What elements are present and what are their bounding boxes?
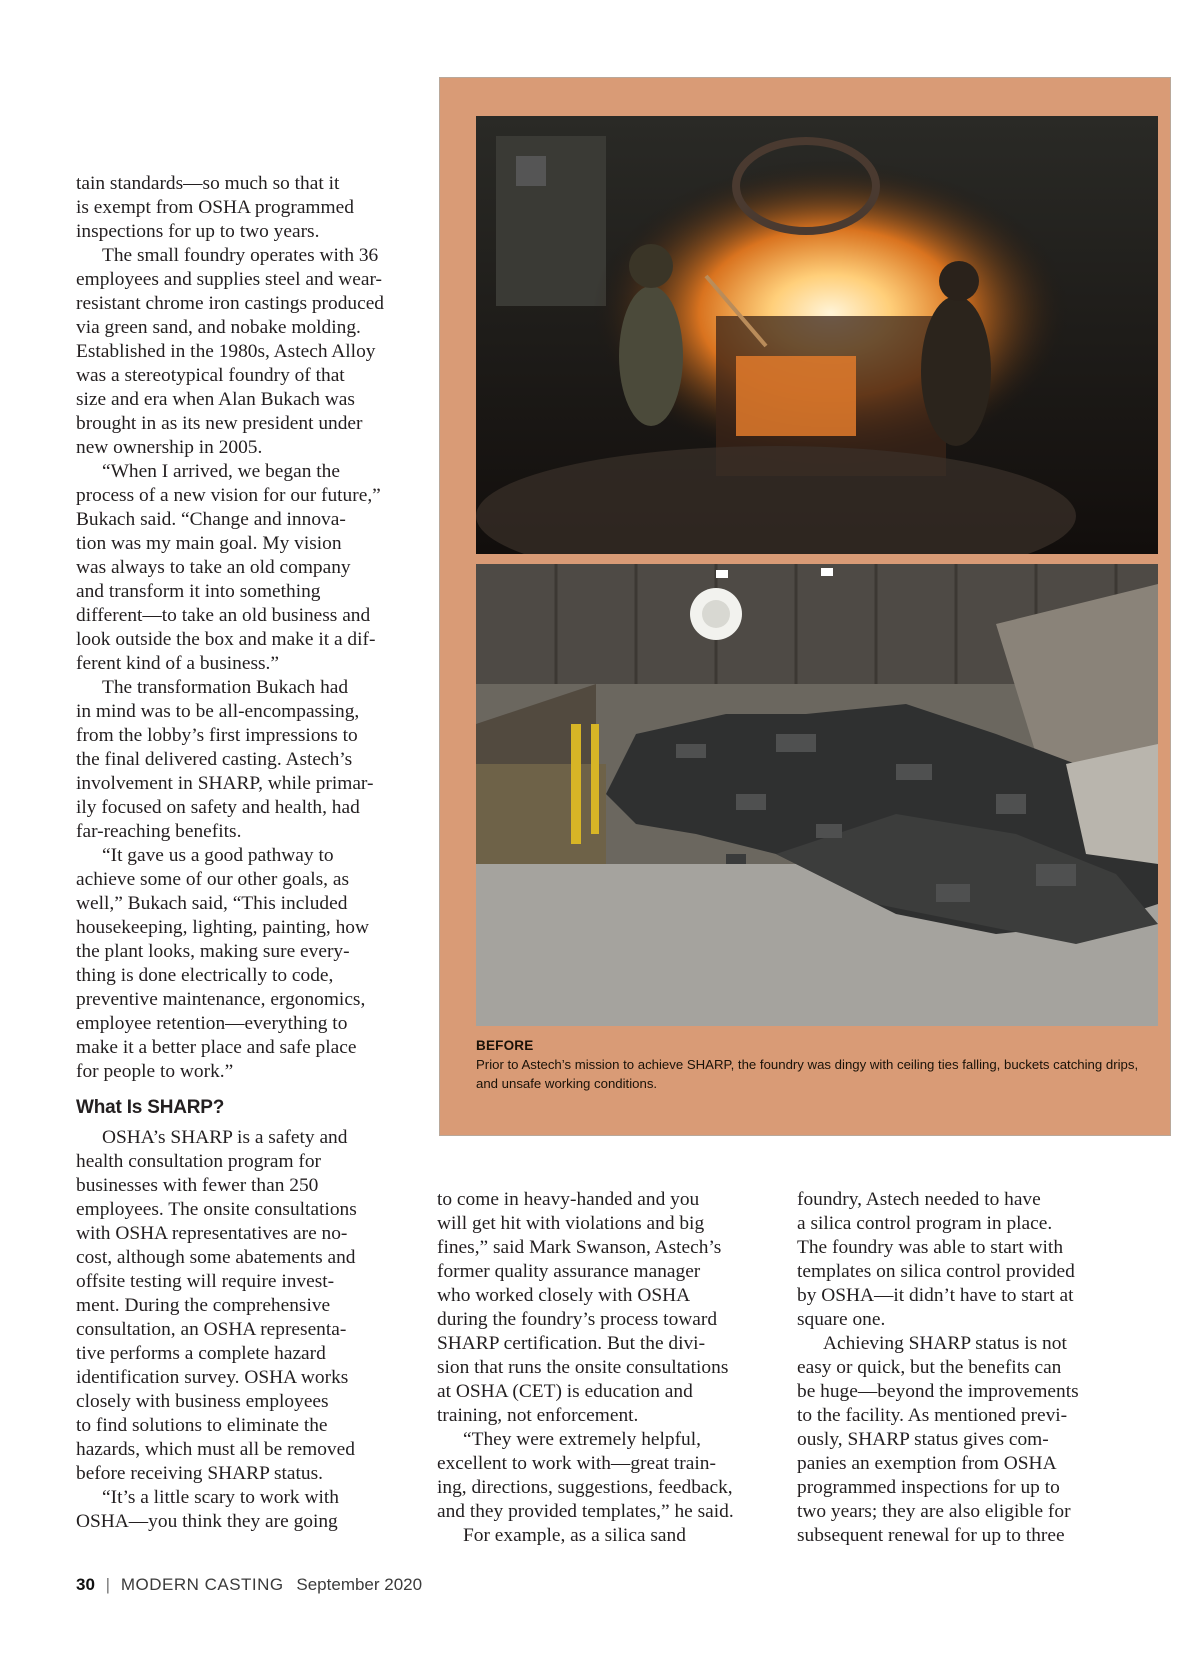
text-line: programmed inspections for up to: [797, 1477, 1060, 1498]
text-line: excellent to work with—great train-: [437, 1453, 716, 1474]
text-line: “They were extremely helpful,: [463, 1429, 701, 1450]
text-line: SHARP certification. But the divi-: [437, 1333, 706, 1354]
photo-pouring-molten-metal: [476, 116, 1158, 554]
text-line: The small foundry operates with 36: [102, 245, 379, 266]
text-line: offsite testing will require invest-: [76, 1271, 335, 1292]
text-line: ferent kind of a business.”: [76, 653, 280, 674]
text-line: well,” Bukach said, “This included: [76, 893, 348, 914]
text-line: hazards, which must all be removed: [76, 1439, 355, 1460]
text-line: Established in the 1980s, Astech Alloy: [76, 341, 376, 362]
text-line: make it a better place and safe place: [76, 1037, 357, 1058]
issue-date: September 2020: [296, 1575, 423, 1594]
text-line: thing is done electrically to code,: [76, 965, 334, 986]
text-line: preventive maintenance, ergonomics,: [76, 989, 366, 1010]
text-line: with OSHA representatives are no-: [76, 1223, 348, 1244]
text-line: “When I arrived, we began the: [102, 461, 340, 482]
text-line: who worked closely with OSHA: [437, 1285, 691, 1306]
text-line: training, not enforcement.: [437, 1405, 639, 1426]
text-line: and transform it into something: [76, 581, 321, 602]
text-line: achieve some of our other goals, as: [76, 869, 349, 890]
text-line: involvement in SHARP, while primar-: [76, 773, 374, 794]
text-line: for people to work.”: [76, 1061, 234, 1082]
text-line: health consultation program for: [76, 1151, 322, 1172]
text-line: will get hit with violations and big: [437, 1213, 705, 1234]
footer-separator: |: [105, 1575, 111, 1594]
text-line: the final delivered casting. Astech’s: [76, 749, 353, 770]
text-line: OSHA—you think they are going: [76, 1511, 338, 1532]
paragraph: [76, 172, 406, 244]
text-line: ment. During the comprehensive: [76, 1295, 331, 1316]
text-line: be huge—beyond the improvements: [797, 1381, 1079, 1402]
page-number: 30: [76, 1575, 95, 1594]
text-line: templates on silica control provided: [797, 1261, 1075, 1282]
text-line: Bukach said. “Change and innova-: [76, 509, 346, 530]
text-line: ing, directions, suggestions, feedback,: [437, 1477, 733, 1498]
text-line: foundry, Astech needed to have: [797, 1189, 1041, 1210]
paragraph: [76, 460, 406, 676]
caption-title: BEFORE: [476, 1038, 534, 1053]
photo-caption: [476, 1036, 1158, 1093]
text-line: employees. The onsite consultations: [76, 1199, 357, 1220]
caption-text: Prior to Astech’s mission to achieve SHARP, the foundry was dingy with ceiling ties falling, buckets catching drips, and unsafe working conditions.: [476, 1057, 1139, 1091]
text-line: a silica control program in place.: [797, 1213, 1053, 1234]
paragraph: [76, 244, 406, 460]
text-line: via green sand, and nobake molding.: [76, 317, 361, 338]
magazine-name: MODERN CASTING: [120, 1575, 284, 1594]
article-column-1: [76, 172, 406, 1534]
text-line: was always to take an old company: [76, 557, 351, 578]
text-line: different—to take an old business and: [76, 605, 371, 626]
text-line: size and era when Alan Bukach was: [76, 389, 355, 410]
text-line: square one.: [797, 1309, 886, 1330]
text-line: cost, although some abatements and: [76, 1247, 356, 1268]
paragraph: [797, 1332, 1137, 1548]
text-line: housekeeping, lighting, painting, how: [76, 917, 369, 938]
text-line: resistant chrome iron castings produced: [76, 293, 385, 314]
text-line: employees and supplies steel and wear-: [76, 269, 382, 290]
text-line: two years; they are also eligible for: [797, 1501, 1071, 1522]
text-line: in mind was to be all-encompassing,: [76, 701, 360, 722]
text-line: during the foundry’s process toward: [437, 1309, 718, 1330]
foundry-pouring-image: [476, 116, 1158, 554]
text-line: brought in as its new president under: [76, 413, 363, 434]
photo-sand-pile: [476, 564, 1158, 1026]
foundry-floor-image: [476, 564, 1158, 1026]
paragraph: [437, 1428, 767, 1524]
text-line: from the lobby’s first impressions to: [76, 725, 358, 746]
text-line: consultation, an OSHA representa-: [76, 1319, 347, 1340]
article-column-3: [797, 1188, 1137, 1548]
text-line: look outside the box and make it a dif-: [76, 629, 376, 650]
text-line: before receiving SHARP status.: [76, 1463, 324, 1484]
text-line: at OSHA (CET) is education and: [437, 1381, 693, 1402]
text-line: Achieving SHARP status is not: [823, 1333, 1067, 1354]
text-line: For example, as a silica sand: [463, 1525, 686, 1546]
section-heading: What Is SHARP?: [76, 1097, 225, 1118]
text-line: by OSHA—it didn’t have to start at: [797, 1285, 1074, 1306]
text-line: tain standards—so much so that it: [76, 173, 340, 194]
text-line: to find solutions to eliminate the: [76, 1415, 328, 1436]
text-line: tion was my main goal. My vision: [76, 533, 342, 554]
text-line: “It’s a little scary to work with: [102, 1487, 339, 1508]
text-line: The transformation Bukach had: [102, 677, 349, 698]
paragraph: [76, 676, 406, 844]
text-line: and they provided templates,” he said.: [437, 1501, 734, 1522]
paragraph: [437, 1188, 767, 1428]
text-line: is exempt from OSHA programmed: [76, 197, 354, 218]
text-line: process of a new vision for our future,”: [76, 485, 381, 506]
text-line: closely with business employees: [76, 1391, 329, 1412]
text-line: OSHA’s SHARP is a safety and: [102, 1127, 348, 1148]
paragraph: [76, 844, 406, 1084]
text-line: panies an exemption from OSHA: [797, 1453, 1057, 1474]
text-line: was a stereotypical foundry of that: [76, 365, 345, 386]
text-line: employee retention—everything to: [76, 1013, 348, 1034]
text-line: sion that runs the onsite consultations: [437, 1357, 729, 1378]
text-line: The foundry was able to start with: [797, 1237, 1064, 1258]
page-footer: [76, 1575, 422, 1595]
text-line: the plant looks, making sure every-: [76, 941, 350, 962]
text-line: easy or quick, but the benefits can: [797, 1357, 1062, 1378]
text-line: ously, SHARP status gives com-: [797, 1429, 1049, 1450]
text-line: ily focused on safety and health, had: [76, 797, 360, 818]
text-line: “It gave us a good pathway to: [102, 845, 334, 866]
text-line: identification survey. OSHA works: [76, 1367, 349, 1388]
text-line: tive performs a complete hazard: [76, 1343, 326, 1364]
text-line: far-reaching benefits.: [76, 821, 242, 842]
photo-panel: [439, 77, 1171, 1136]
article-column-2: [437, 1188, 767, 1548]
text-line: to the facility. As mentioned previ-: [797, 1405, 1068, 1426]
text-line: businesses with fewer than 250: [76, 1175, 319, 1196]
paragraph: [76, 1486, 406, 1534]
text-line: inspections for up to two years.: [76, 221, 320, 242]
text-line: subsequent renewal for up to three: [797, 1525, 1065, 1546]
text-line: former quality assurance manager: [437, 1261, 701, 1282]
paragraph: [797, 1188, 1137, 1332]
text-line: fines,” said Mark Swanson, Astech’s: [437, 1237, 722, 1258]
paragraph: [76, 1126, 406, 1486]
text-line: new ownership in 2005.: [76, 437, 263, 458]
paragraph: [437, 1524, 767, 1548]
text-line: to come in heavy-handed and you: [437, 1189, 700, 1210]
